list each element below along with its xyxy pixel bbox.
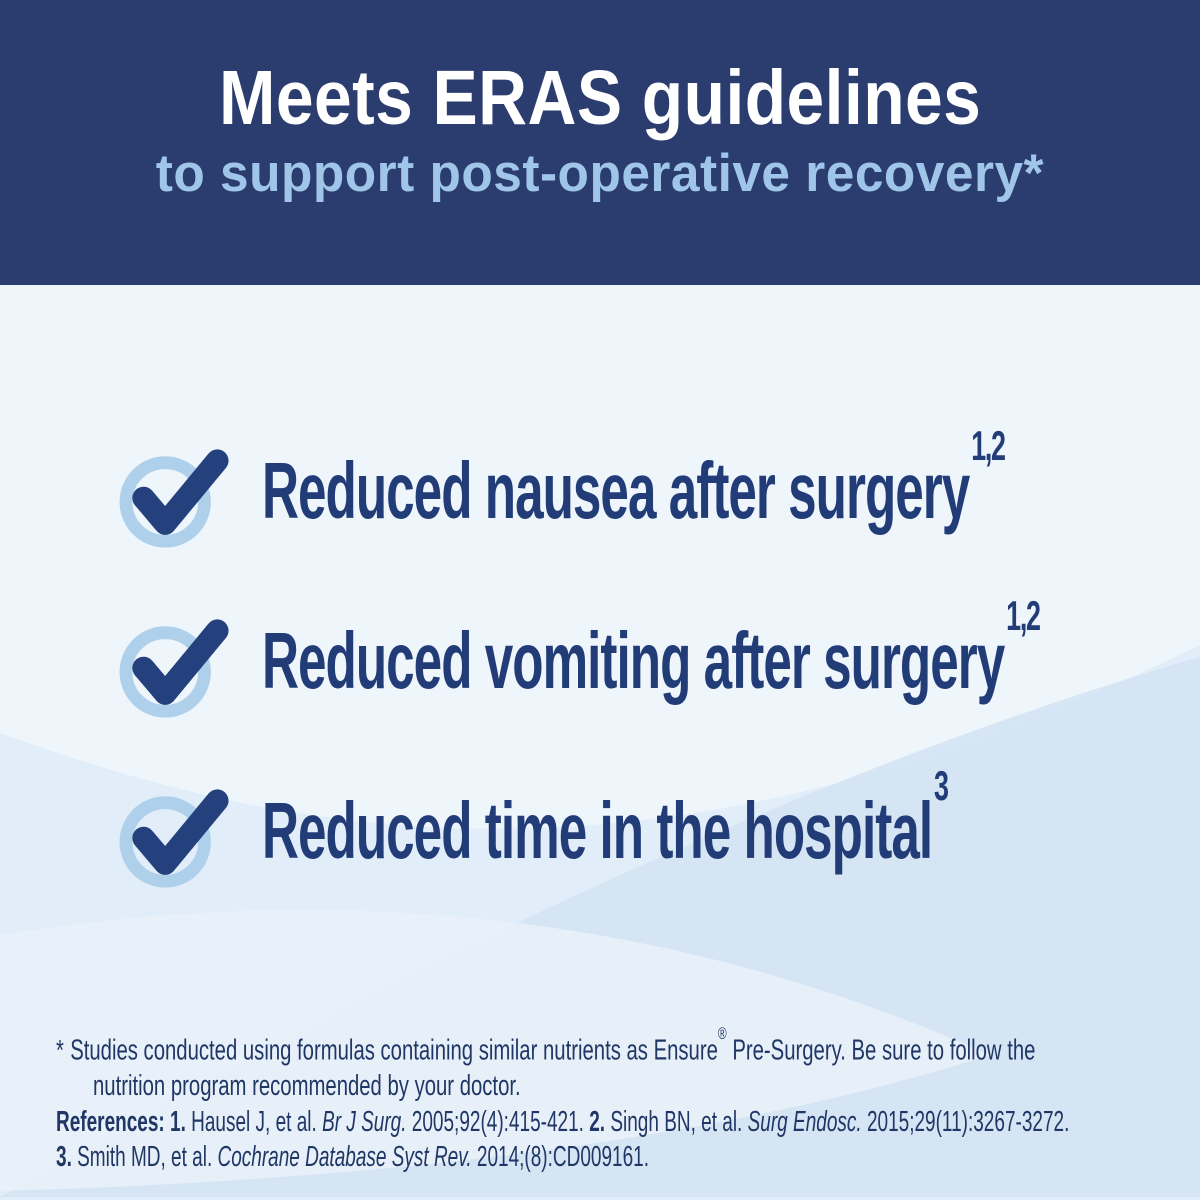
reference-authors: Hausel J, et al. — [185, 1105, 323, 1138]
benefit-reference-superscript: 1,2 — [1006, 592, 1040, 640]
reference-detail: 2005;92(4):415-421. — [406, 1105, 590, 1138]
footnote-line-2: nutrition program recommended by your doctor. — [93, 1070, 521, 1103]
footnote-text: Pre-Surgery. Be sure to follow the — [726, 1034, 1036, 1067]
references-line-1 — [56, 1105, 1069, 1141]
benefit-text-main: Reduced vomiting after surgery — [262, 616, 1005, 705]
benefit-item — [118, 762, 1200, 894]
reference-authors: Singh BN, et al. — [605, 1105, 748, 1138]
footnote-line-1 — [56, 1026, 1139, 1069]
benefit-text-main: Reduced nausea after surgery — [262, 446, 970, 535]
benefits-section — [0, 285, 1200, 1200]
reference-detail: 2015;29(11):3267-3272. — [861, 1105, 1070, 1138]
footnote-text: Studies conducted using formulas containing similar nutrients as Ensure — [70, 1034, 718, 1067]
benefit-label — [262, 592, 1040, 705]
check-circle-icon — [118, 446, 236, 554]
benefit-item — [118, 592, 1200, 724]
benefit-label — [262, 422, 1005, 535]
benefit-reference-superscript: 3 — [934, 762, 948, 810]
check-circle-icon — [118, 616, 236, 724]
reference-number: 2. — [589, 1105, 606, 1138]
reference-number: 1. — [170, 1105, 186, 1138]
references-label: References: — [56, 1105, 165, 1138]
page-subtitle: to support post-operative recovery* — [155, 143, 1045, 203]
check-circle-icon — [118, 786, 236, 894]
page-title: Meets ERAS guidelines — [218, 55, 982, 141]
footnotes — [56, 1026, 1200, 1176]
reference-journal: Br J Surg. — [322, 1105, 407, 1138]
benefit-item — [118, 422, 1200, 554]
reference-journal: Cochrane Database Syst Rev. — [217, 1141, 472, 1174]
benefits-list — [118, 422, 1200, 956]
registered-trademark-symbol: ® — [717, 1024, 727, 1043]
benefit-text-main: Reduced time in the hospital — [262, 786, 933, 875]
references-line-2 — [56, 1140, 1069, 1176]
asterisk-marker: * — [56, 1034, 64, 1067]
benefit-label — [262, 762, 948, 875]
reference-journal: Surg Endosc. — [747, 1105, 862, 1138]
benefit-reference-superscript: 1,2 — [971, 422, 1005, 470]
reference-authors: Smith MD, et al. — [71, 1141, 218, 1174]
reference-detail: 2014;(8):CD009161. — [471, 1141, 650, 1174]
header-banner — [0, 0, 1200, 285]
reference-number: 3. — [56, 1141, 72, 1174]
